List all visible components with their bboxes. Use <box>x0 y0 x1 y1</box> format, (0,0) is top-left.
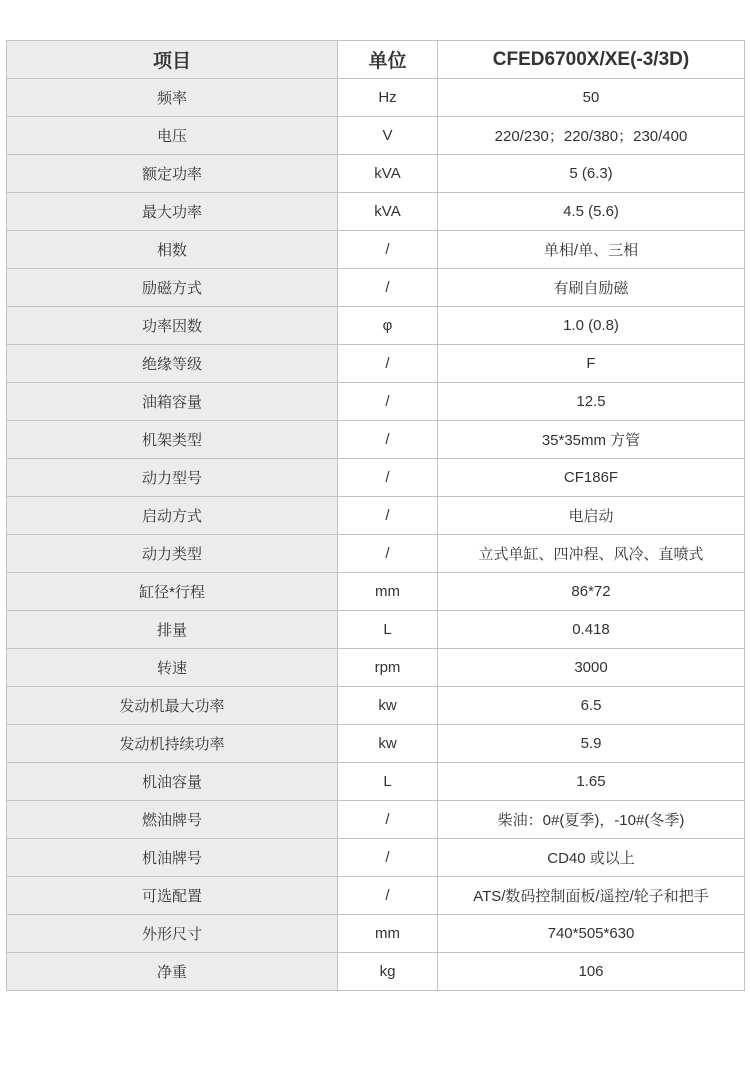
unit-cell: kVA <box>338 155 438 193</box>
unit-cell: φ <box>338 307 438 345</box>
unit-cell: kg <box>338 953 438 991</box>
item-cell: 最大功率 <box>7 193 338 231</box>
table-row <box>7 839 745 877</box>
unit-cell: mm <box>338 573 438 611</box>
unit-cell: / <box>338 345 438 383</box>
item-cell: 机架类型 <box>7 421 338 459</box>
header-cell-model: CFED6700X/XE(-3/3D) <box>438 41 745 79</box>
item-cell: 励磁方式 <box>7 269 338 307</box>
value-cell: 740*505*630 <box>438 915 745 953</box>
value-cell: 35*35mm 方管 <box>438 421 745 459</box>
item-cell: 转速 <box>7 649 338 687</box>
table-row <box>7 383 745 421</box>
value-cell: 12.5 <box>438 383 745 421</box>
unit-cell: / <box>338 801 438 839</box>
value-cell: 86*72 <box>438 573 745 611</box>
item-cell: 外形尺寸 <box>7 915 338 953</box>
value-cell: 柴油：0#(夏季)，-10#(冬季) <box>438 801 745 839</box>
unit-cell: / <box>338 383 438 421</box>
unit-cell: V <box>338 117 438 155</box>
value-cell: 220/230；220/380；230/400 <box>438 117 745 155</box>
item-cell: 排量 <box>7 611 338 649</box>
value-cell: F <box>438 345 745 383</box>
value-cell: 106 <box>438 953 745 991</box>
header-cell-item: 项目 <box>7 41 338 79</box>
value-cell: 5.9 <box>438 725 745 763</box>
value-cell: 4.5 (5.6) <box>438 193 745 231</box>
unit-cell: kVA <box>338 193 438 231</box>
value-cell: 1.0 (0.8) <box>438 307 745 345</box>
value-cell: 电启动 <box>438 497 745 535</box>
unit-cell: / <box>338 877 438 915</box>
table-row <box>7 611 745 649</box>
table-row <box>7 687 745 725</box>
spec-table-body <box>7 79 745 991</box>
unit-cell: / <box>338 421 438 459</box>
unit-cell: Hz <box>338 79 438 117</box>
value-cell: 有刷自励磁 <box>438 269 745 307</box>
item-cell: 绝缘等级 <box>7 345 338 383</box>
table-row <box>7 649 745 687</box>
table-row <box>7 763 745 801</box>
item-cell: 可选配置 <box>7 877 338 915</box>
unit-cell: / <box>338 497 438 535</box>
unit-cell: mm <box>338 915 438 953</box>
item-cell: 油箱容量 <box>7 383 338 421</box>
value-cell: 立式单缸、四冲程、风冷、直喷式 <box>438 535 745 573</box>
table-row <box>7 79 745 117</box>
value-cell: 3000 <box>438 649 745 687</box>
item-cell: 启动方式 <box>7 497 338 535</box>
unit-cell: L <box>338 763 438 801</box>
unit-cell: / <box>338 459 438 497</box>
item-cell: 发动机最大功率 <box>7 687 338 725</box>
value-cell: 6.5 <box>438 687 745 725</box>
spec-table <box>6 40 745 991</box>
table-row <box>7 307 745 345</box>
table-row <box>7 725 745 763</box>
item-cell: 功率因数 <box>7 307 338 345</box>
unit-cell: / <box>338 535 438 573</box>
table-row <box>7 459 745 497</box>
table-row <box>7 915 745 953</box>
table-row <box>7 421 745 459</box>
item-cell: 频率 <box>7 79 338 117</box>
value-cell: 1.65 <box>438 763 745 801</box>
unit-cell: / <box>338 231 438 269</box>
value-cell: CF186F <box>438 459 745 497</box>
value-cell: 5 (6.3) <box>438 155 745 193</box>
page <box>0 40 750 1071</box>
unit-cell: / <box>338 269 438 307</box>
value-cell: 单相/单、三相 <box>438 231 745 269</box>
item-cell: 机油容量 <box>7 763 338 801</box>
item-cell: 电压 <box>7 117 338 155</box>
item-cell: 动力型号 <box>7 459 338 497</box>
item-cell: 缸径*行程 <box>7 573 338 611</box>
value-cell: 50 <box>438 79 745 117</box>
value-cell: ATS/数码控制面板/遥控/轮子和把手 <box>438 877 745 915</box>
unit-cell: kw <box>338 725 438 763</box>
header-cell-unit: 单位 <box>338 41 438 79</box>
value-cell: CD40 或以上 <box>438 839 745 877</box>
table-row <box>7 573 745 611</box>
item-cell: 相数 <box>7 231 338 269</box>
item-cell: 燃油牌号 <box>7 801 338 839</box>
table-row <box>7 231 745 269</box>
unit-cell: / <box>338 839 438 877</box>
item-cell: 动力类型 <box>7 535 338 573</box>
table-row <box>7 953 745 991</box>
item-cell: 发动机持续功率 <box>7 725 338 763</box>
table-row <box>7 801 745 839</box>
table-row <box>7 535 745 573</box>
value-cell: 0.418 <box>438 611 745 649</box>
table-row <box>7 155 745 193</box>
table-row <box>7 193 745 231</box>
table-row <box>7 269 745 307</box>
header-row <box>7 41 745 79</box>
table-row <box>7 877 745 915</box>
table-row <box>7 497 745 535</box>
unit-cell: kw <box>338 687 438 725</box>
table-row <box>7 117 745 155</box>
item-cell: 机油牌号 <box>7 839 338 877</box>
spec-table-head <box>7 41 745 79</box>
unit-cell: rpm <box>338 649 438 687</box>
item-cell: 额定功率 <box>7 155 338 193</box>
unit-cell: L <box>338 611 438 649</box>
table-row <box>7 345 745 383</box>
item-cell: 净重 <box>7 953 338 991</box>
